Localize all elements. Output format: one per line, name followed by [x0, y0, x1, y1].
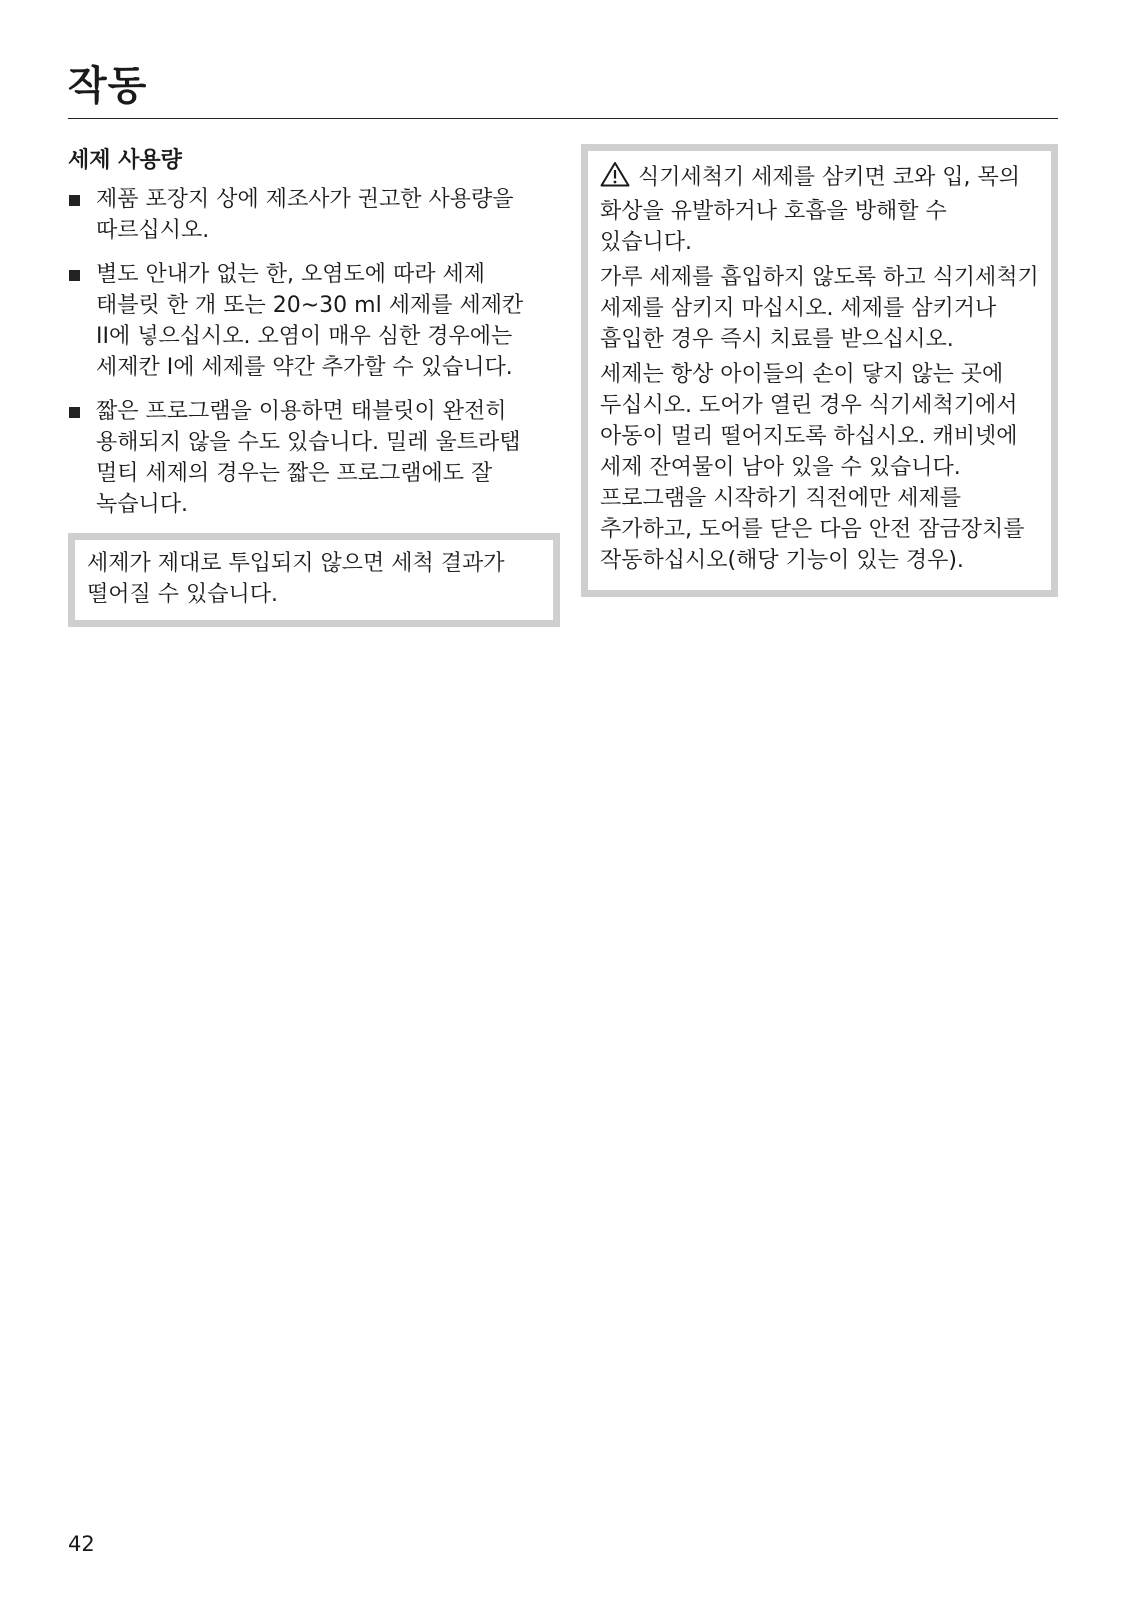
- warning-paragraph-text: 식기세척기 세제를 삼키면 코와 입, 목의 화상을 유발하거나 호흡을 방해할 수 있습니다.: [600, 165, 1020, 255]
- list-item: [68, 259, 552, 383]
- list-item: [68, 184, 552, 246]
- warning-paragraph: 가루 세제를 흡입하지 않도록 하고 식기세척기 세제를 삼키지 마십시오. 세제를 삼키거나 흡입한 경우 즉시 치료를 받으십시오.: [600, 265, 1039, 352]
- warning-paragraph: 세제는 항상 아이들의 손이 닿지 않는 곳에 두십시오. 도어가 열린 경우 식기세척기에서 아동이 멀리 떨어지도록 하십시오. 캐비넷에 세제 잔여물이 남아 있을 수 있습니다. 프로그램을 시작하기 직전에만 세제를 추가하고, 도어를 닫은 다음 안전 잠금장치를 작동하십시오(해당 기능이 있는 경우).: [600, 362, 1025, 573]
- square-bullet-icon: [69, 195, 80, 206]
- page-title: 작동: [68, 63, 148, 109]
- title-divider: [68, 118, 1058, 119]
- square-bullet-icon: [69, 270, 80, 281]
- warning-triangle-icon: [600, 161, 630, 196]
- bullet-list: [68, 184, 552, 520]
- page-number: 42: [68, 1532, 95, 1556]
- warning-box: [581, 144, 1058, 597]
- list-item-text: 제품 포장지 상에 제조사가 권고한 사용량을 따르십시오.: [96, 187, 514, 243]
- note-box: 세제가 제대로 투입되지 않으면 세척 결과가 떨어질 수 있습니다.: [68, 533, 560, 627]
- list-item-text: 별도 안내가 없는 한, 오염도에 따라 세제 태블릿 한 개 또는 20~30 ml 세제를 세제칸 II에 넣으십시오. 오염이 매우 심한 경우에는 세제칸 I에 세제를 약간 추가할 수 있습니다.: [96, 262, 524, 380]
- list-item-text: 짧은 프로그램을 이용하면 태블릿이 완전히 용해되지 않을 수도 있습니다. 밀레 울트라탭 멀티 세제의 경우는 짧은 프로그램에도 잘 녹습니다.: [96, 399, 521, 517]
- square-bullet-icon: [69, 407, 80, 418]
- section-heading: 세제 사용량: [68, 148, 182, 173]
- warning-paragraph: [600, 161, 1041, 258]
- list-item: [68, 396, 552, 520]
- detergent-amount-section: [68, 146, 552, 627]
